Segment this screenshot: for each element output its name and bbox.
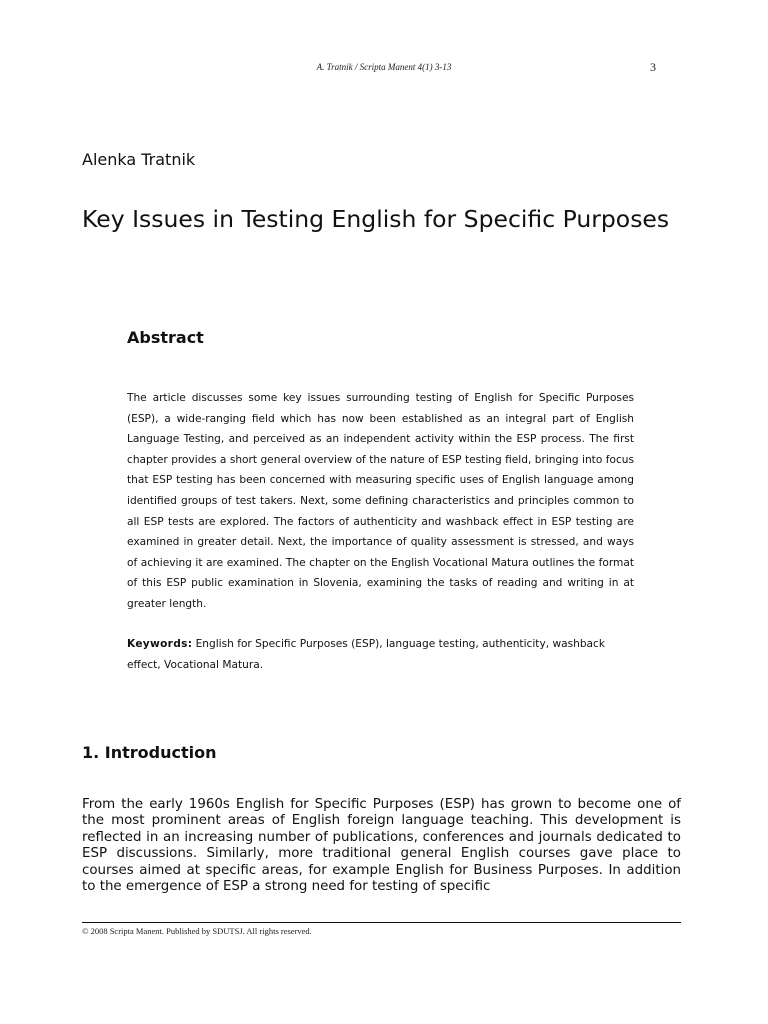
introduction-body: From the early 1960s English for Specific Purposes (ESP) has grown to become one of the most prominent areas of English foreign language teaching. This development is reflected in an increasing number of publications, conferences and journals dedicated to ESP discussions. Similarly, more traditional general English courses gave place to courses aimed at specific areas, for example English for Business Purposes. In addition to the emergence of ESP a strong need for testing of specific xyxy=(82,797,681,895)
article-title: Key Issues in Testing English for Specific Purposes xyxy=(82,205,670,233)
article-author: Alenka Tratnik xyxy=(82,150,196,169)
introduction-heading: 1. Introduction xyxy=(82,743,217,762)
abstract-body: The article discusses some key issues surrounding testing of English for Specific Purposes (ESP), a wide-ranging field which has now been established as an integral part of English Language Testing, and perceived as an independent activity within the ESP process. The first chapter provides a short general overview of the nature of ESP testing field, bringing into focus that ESP testing has been concerned with measuring specific uses of English language among identified groups of test takers. Next, some defining characteristics and principles common to all ESP tests are explored. The factors of authenticity and washback effect in ESP testing are examined in greater detail. Next, the importance of quality assessment is stressed, and ways of achieving it are examined. The chapter on the English Vocational Matura outlines the format of this ESP public examination in Slovenia, examining the tasks of reading and writing in at greater length. xyxy=(127,392,634,610)
keywords-label: Keywords: xyxy=(127,638,193,650)
footer-copyright: © 2008 Scripta Manent. Published by SDUTSJ. All rights reserved. xyxy=(82,926,312,936)
page-number: 3 xyxy=(650,60,656,74)
footer-divider xyxy=(82,922,681,923)
keywords-list: English for Specific Purposes (ESP), language testing, authenticity, washback effect, Vocational Matura. xyxy=(127,638,606,671)
abstract-heading: Abstract xyxy=(127,328,204,347)
running-head: A. Tratnik / Scripta Manent 4(1) 3-13 xyxy=(316,62,452,72)
keywords-paragraph xyxy=(127,634,634,675)
